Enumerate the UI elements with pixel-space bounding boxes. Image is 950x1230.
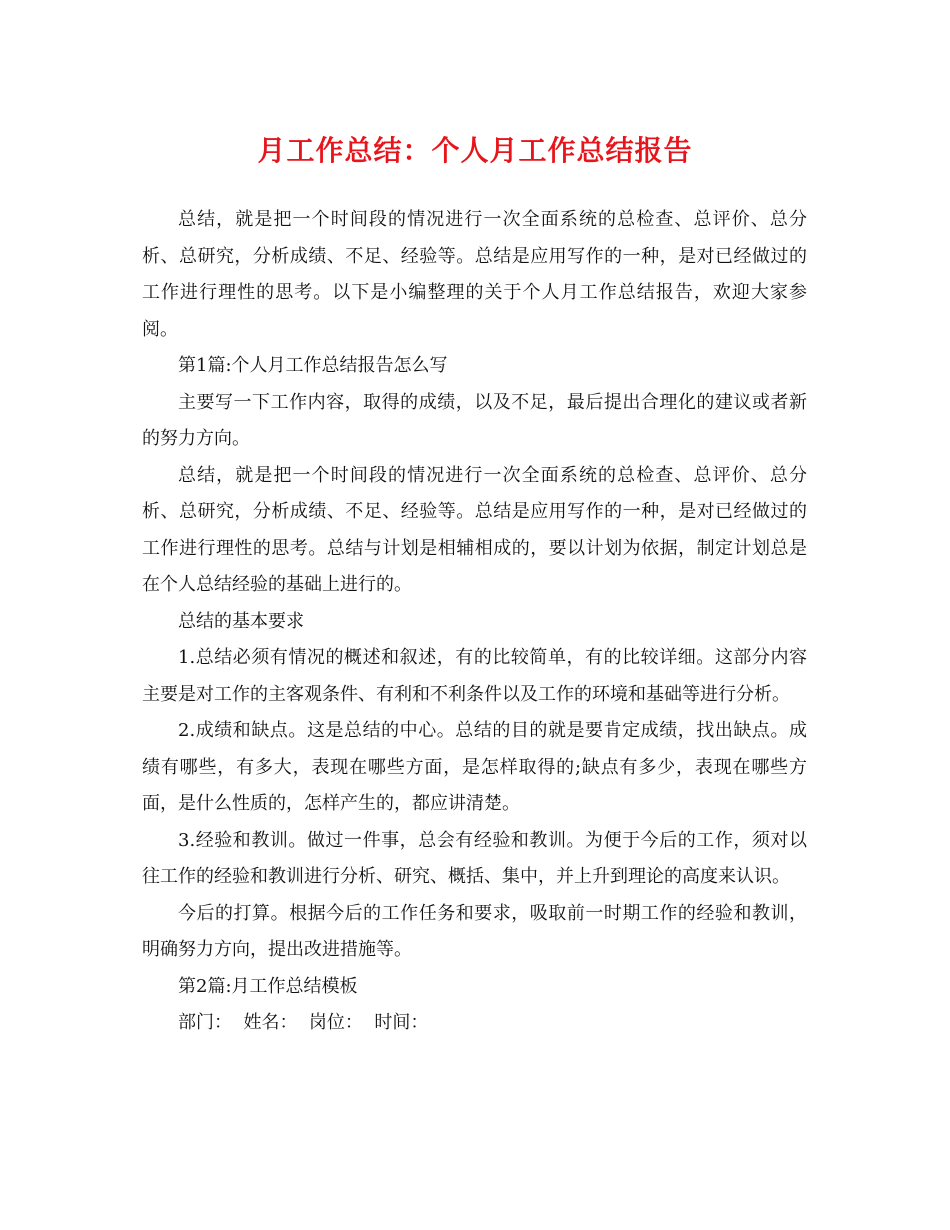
page-title: 月工作总结：个人月工作总结报告 [257,134,693,167]
paragraph: 今后的打算。根据今后的工作任务和要求，吸取前一时期工作的经验和教训，明确努力方向，提出改进措施等。 [142,902,807,960]
paragraph-list-item-1: 1.总结必须有情况的概述和叙述，有的比较简单，有的比较详细。这部分内容主要是对工作的主客观条件、有利和不利条件以及工作的环境和基础等进行分析。 [142,647,807,705]
section-heading-2: 第2篇:月工作总结模板 [178,975,358,997]
paragraph-intro: 总结，就是把一个时间段的情况进行一次全面系统的总检查、总评价、总分析、总研究，分析成绩、不足、经验等。总结是应用写作的一种，是对已经做过的工作进行理性的思考。以下是小编整理的关于个人月工作总结报告，欢迎大家参阅。 [142,209,807,340]
document-body [142,202,807,1042]
section-heading-1: 第1篇:个人月工作总结报告怎么写 [178,355,448,376]
paragraph-list-item-3: 3.经验和教训。做过一件事，总会有经验和教训。为便于今后的工作，须对以往工作的经验和教训进行分析、研究、概括、集中，并上升到理论的高度来认识。 [142,829,807,887]
template-fields: 部门： 姓名： 岗位： 时间： [178,1012,429,1033]
paragraph: 主要写一下工作内容，取得的成绩，以及不足，最后提出合理化的建议或者新的努力方向。 [142,391,807,449]
subheading: 总结的基本要求 [178,610,304,632]
paragraph: 总结，就是把一个时间段的情况进行一次全面系统的总检查、总评价、总分析、总研究，分析成绩、不足、经验等。总结是应用写作的一种，是对已经做过的工作进行理性的思考。总结与计划是相辅相成的，要以计划为依据，制定计划总是在个人总结经验的基础上进行的。 [142,464,807,595]
paragraph-list-item-2: 2.成绩和缺点。这是总结的中心。总结的目的就是要肯定成绩，找出缺点。成绩有哪些，有多大，表现在哪些方面，是怎样取得的;缺点有多少，表现在哪些方面，是什么性质的，怎样产生的，都应讲清楚。 [142,720,807,814]
